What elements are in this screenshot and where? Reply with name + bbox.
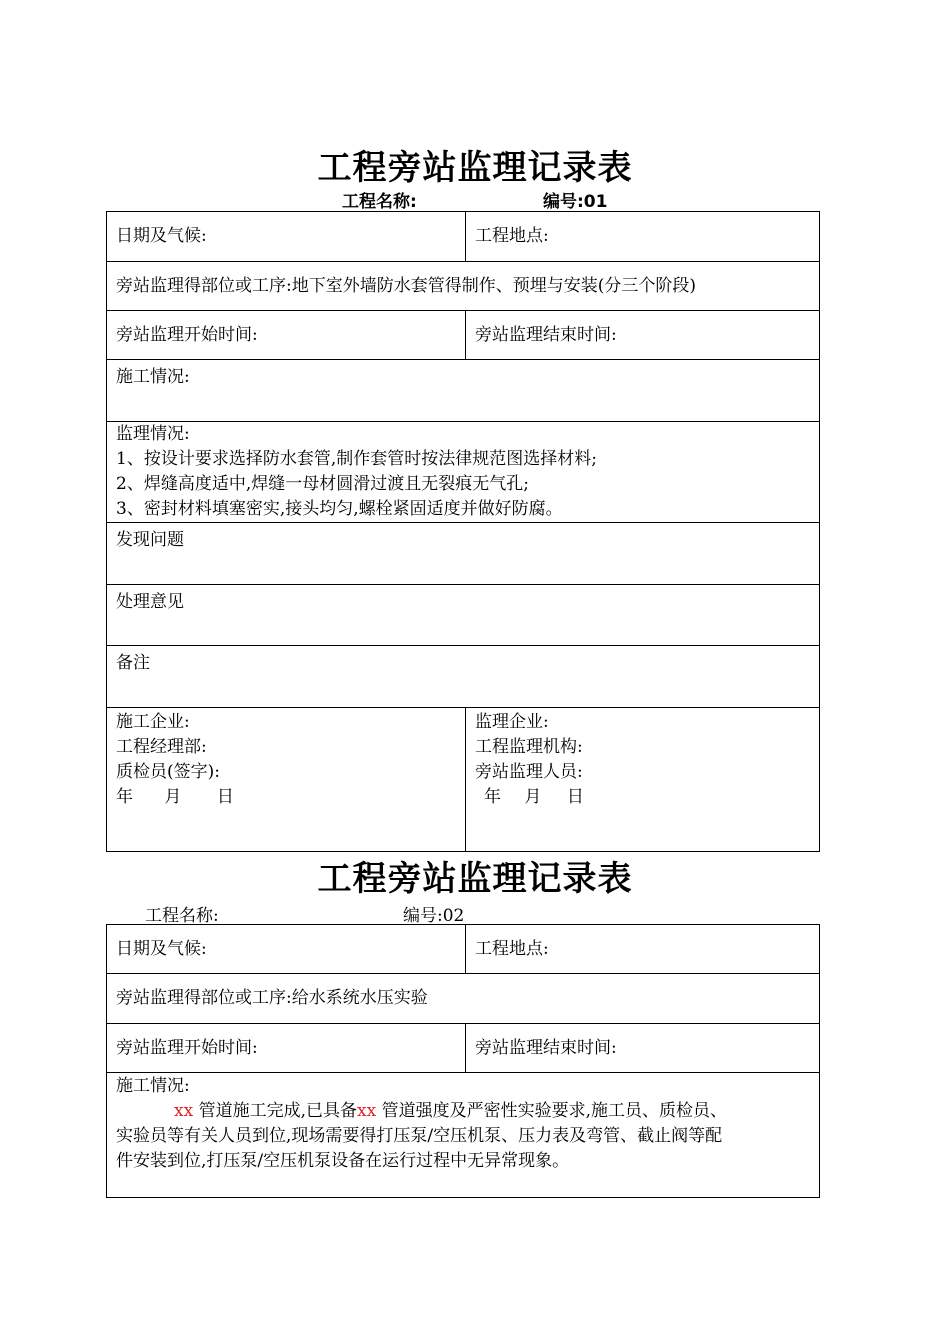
record2-start-time: 旁站监理开始时间: <box>107 1024 466 1073</box>
onsite-supervisor: 旁站监理人员: <box>475 762 583 782</box>
record1-handling-opinion: 处理意见 <box>107 585 820 646</box>
record1-table <box>106 211 820 852</box>
record2-date-weather: 日期及气候: <box>107 925 466 974</box>
record1-date-weather: 日期及气候: <box>107 212 466 262</box>
supervision-item-2: 2、焊缝高度适中,焊缝一母材圆滑过渡且无裂痕无气孔; <box>116 474 529 494</box>
record2-part-or-process: 旁站监理得部位或工序:给水系统水压实验 <box>107 974 820 1024</box>
record2-number-label: 编号:02 <box>403 906 465 926</box>
record1-location: 工程地点: <box>466 212 820 262</box>
record1-part-or-process: 旁站监理得部位或工序:地下室外墙防水套管得制作、预埋与安装(分三个阶段) <box>107 262 820 311</box>
record1-start-time: 旁站监理开始时间: <box>107 311 466 360</box>
month-label: 月 <box>164 787 182 807</box>
record2-location: 工程地点: <box>466 925 820 974</box>
quality-inspector: 质检员(签字): <box>116 762 220 782</box>
record1-construction-status: 施工情况: <box>107 360 820 422</box>
record1-supervision-signoff <box>466 708 820 852</box>
record2-end-time: 旁站监理结束时间: <box>466 1024 820 1073</box>
placeholder-xx: xx <box>357 1101 377 1121</box>
record1-remarks: 备注 <box>107 646 820 708</box>
placeholder-xx: xx <box>174 1101 194 1121</box>
record1-construction-signoff <box>107 708 466 852</box>
record1-title: 工程旁站监理记录表 <box>317 148 633 188</box>
supervision-company: 监理企业: <box>475 712 549 732</box>
construction-status-heading: 施工情况: <box>116 1076 190 1096</box>
day-label: 日 <box>216 787 234 807</box>
supervision-org: 工程监理机构: <box>475 737 583 757</box>
record1-supervision-status <box>107 422 820 523</box>
record2-project-name-label: 工程名称: <box>145 906 219 926</box>
date-line-left <box>116 785 465 810</box>
supervision-item-3: 3、密封材料填塞密实,接头均匀,螺栓紧固适度并做好防腐。 <box>116 499 563 519</box>
record1-project-name-label: 工程名称: <box>342 192 417 212</box>
construction-status-line-3: 件安装到位,打压泵/空压机泵设备在运行过程中无异常现象。 <box>116 1151 570 1171</box>
year-label: 年 <box>116 787 133 807</box>
month-label: 月 <box>524 787 542 807</box>
day-label: 日 <box>566 787 584 807</box>
record2-construction-status <box>107 1073 820 1198</box>
construction-status-line-2: 实验员等有关人员到位,现场需要得打压泵/空压机泵、压力表及弯管、截止阀等配 <box>116 1126 723 1146</box>
record1-number-label: 编号:01 <box>543 192 608 212</box>
record2-title: 工程旁站监理记录表 <box>317 859 633 899</box>
construction-status-line-1: xx 管道施工完成,已具备xx 管道强度及严密性实验要求,施工员、质检员、 <box>174 1101 727 1121</box>
supervision-item-1: 1、按设计要求选择防水套管,制作套管时按法律规范图选择材料; <box>116 449 597 469</box>
supervision-heading: 监理情况: <box>116 424 190 444</box>
date-line-right <box>475 785 819 810</box>
project-manager-dept: 工程经理部: <box>116 737 207 757</box>
record2-table <box>106 924 820 1198</box>
construction-company: 施工企业: <box>116 712 190 732</box>
record1-end-time: 旁站监理结束时间: <box>466 311 820 360</box>
year-label: 年 <box>484 787 501 807</box>
record1-issues-found: 发现问题 <box>107 523 820 585</box>
